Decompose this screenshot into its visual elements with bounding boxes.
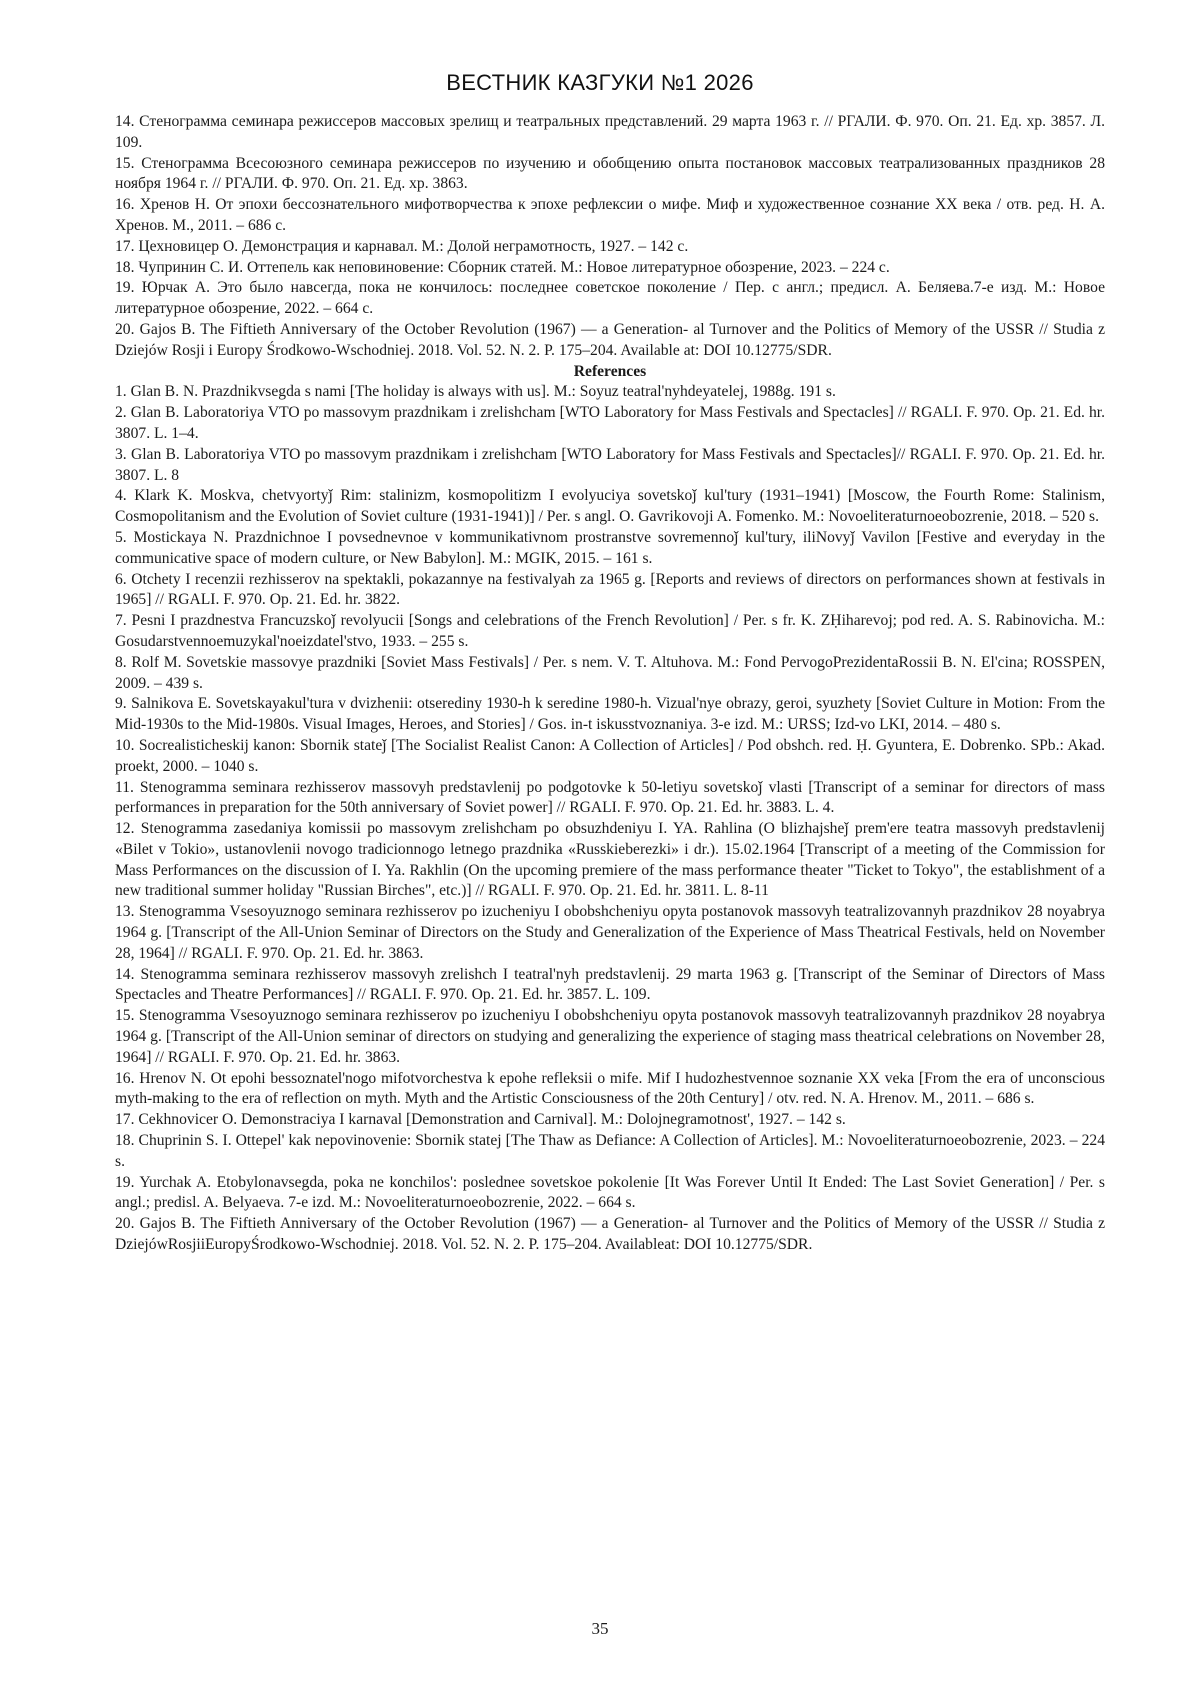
reference-item: 4. Klark K. Moskva, chetvyortyǰ Rim: stalinizm, kosmopolitizm I evolyuciya sovetskoǰ kul'tury (1931–1941) [Moscow, the Fourth Rome: Stalinism, Cosmopolitanism and the Evolution of Soviet culture (1931-1941)] / Per. s angl. O. Gavrikovoji A. Fomenko. M.: Novoeliteraturnoeobozrenie, 2018. – 520 s.	[115, 487, 1105, 526]
reference-item: 8. Rolf M. Sovetskie massovye prazdniki [Soviet Mass Festivals] / Per. s nem. V. T. Altuhova. M.: Fond PervogoPrezidentaRossii B. N. El'cina; ROSSPEN, 2009. – 439 s.	[115, 653, 1105, 692]
reference-item: 13. Stenogramma Vsesoyuznogo seminara rezhisserov po izucheniyu I obobshcheniyu opyta postanovok massovyh teatralizovannyh prazdnikov 28 noyabrya 1964 g. [Transcript of the All-Union Seminar of Directors on the Study and Generalization of the Experience of Mass Theatrical Festivals, held on November 28, 1964] // RGALI. F. 970. Op. 21. Ed. hr. 3863.	[115, 903, 1105, 962]
literature-item: 18. Чупринин С. И. Оттепель как неповиновение: Сборник статей. М.: Новое литературное обозрение, 2023. – 224 с.	[115, 258, 890, 276]
literature-item: 17. Цехновицер О. Демонстрация и карнавал. М.: Долой неграмотность, 1927. – 142 с.	[115, 237, 689, 255]
reference-item: 9. Salnikova E. Sovetskayakul'tura v dvizhenii: otserediny 1930-h k seredine 1980-h. Vizual'nye obrazy, geroi, syuzhety [Soviet Culture in Motion: From the Mid-1930s to the Mid-1980s. Visual Images, Heroes, and Stories] / Gos. in-t iskusstvoznaniya. 3-e izd. M.: URSS; Izd-vo LKI, 2014. – 480 s.	[115, 695, 1105, 734]
reference-item: 1. Glan B. N. Prazdnikvsegda s nami [The holiday is always with us]. M.: Soyuz teatral'nyhdeyatelej, 1988g. 191 s.	[115, 383, 836, 401]
reference-item: 20. Gajos B. The Fiftieth Anniversary of the October Revolution (1967) — a Generation- al Turnover and the Politics of Memory of the USSR // Studia z DziejówRosjiiEuropyŚrodkowo-Wschodniej. 2018. Vol. 52. N. 2. P. 175–204. Availableat: DOI 10.12775/SDR.	[115, 1215, 1105, 1254]
page-content	[115, 112, 1105, 1256]
reference-item: 19. Yurchak A. Etobylonavsegda, poka ne konchilos': poslednee sovetskoe pokolenie [It Was Forever Until It Ended: The Last Soviet Generation] / Per. s angl.; predisl. A. Belyaeva. 7-e izd. M.: Novoeliteraturnoeobozrenie, 2022. – 664 s.	[115, 1173, 1105, 1212]
reference-item: 6. Otchety I recenzii rezhisserov na spektakli, pokazannye na festivalyah za 1965 g. [Reports and reviews of directors on performances shown at festivals in 1965] // RGALI. F. 970. Op. 21. Ed. hr. 3822.	[115, 570, 1105, 609]
literature-item: 19. Юрчак А. Это было навсегда, пока не кончилось: последнее советское поколение / Пер. с англ.; предисл. А. Беляева.7-е изд. М.: Новое литературное обозрение, 2022. – 664 с.	[115, 279, 1105, 318]
reference-item: 18. Chuprinin S. I. Ottepel' kak nepovinovenie: Sbornik statej [The Thaw as Defiance: A Collection of Articles]. M.: Novoeliteraturnoeobozrenie, 2023. – 224 s.	[115, 1132, 1105, 1170]
reference-item: 12. Stenogramma zasedaniya komissii po massovym zrelishcham po obsuzhdeniyu I. YA. Rahlina (O blizhajsheǰ prem'ere teatra massovyh predstavlenij «Bilet v Tokio», ustanovlenii novogo tradicionnogo letnego prazdnika «Russkieberezki» i dr.). 15.02.1964 [Transcript of a meeting of the Commission for Mass Performances on the discussion of I. Ya. Rakhlin (On the upcoming premiere of the mass performance theater "Ticket to Tokyo", the establishment of a new traditional summer holiday "Russian Birches", etc.)] // RGALI. F. 970. Op. 21. Ed. hr. 3811. L. 8-11	[115, 820, 1105, 900]
literature-list	[115, 112, 1105, 362]
reference-item: 10. Socrealisticheskij kanon: Sbornik stateǰ [The Socialist Realist Canon: A Collection of Articles] / Pod obshch. red. Ḥ. Gyuntera, E. Dobrenko. SPb.: Akad. proekt, 2000. – 1040 s.	[115, 736, 1105, 775]
literature-item: 16. Хренов Н. От эпохи бессознательного мифотворчества к эпохе рефлексии о мифе. Миф и художественное сознание XX века / отв. ред. Н. А. Хренов. М., 2011. – 686 с.	[115, 196, 1105, 234]
literature-item: 14. Стенограмма семинара режиссеров массовых зрелищ и театральных представлений. 29 марта 1963 г. // РГАЛИ. Ф. 970. Оп. 21. Ед. хр. 3857. Л. 109.	[115, 113, 1105, 151]
literature-item: 20. Gajos B. The Fiftieth Anniversary of the October Revolution (1967) — a Generation- al Turnover and the Politics of Memory of the USSR // Studia z Dziejów Rosji i Europy Środkowo-Wschodniej. 2018. Vol. 52. N. 2. P. 175–204. Available at: DOI 10.12775/SDR.	[115, 320, 1105, 359]
reference-item: 3. Glan B. Laboratoriya VTO po massovym prazdnikam i zrelishcham [WTO Laboratory for Mass Festivals and Spectacles]// RGALI. F. 970. Op. 21. Ed. hr. 3807. L. 8	[115, 445, 1105, 484]
references-list	[115, 382, 1105, 1255]
literature-item: 15. Стенограмма Всесоюзного семинара режиссеров по изучению и обобщению опыта постановок массовых театрализованных праздников 28 ноября 1964 г. // РГАЛИ. Ф. 970. Оп. 21. Ед. хр. 3863.	[115, 154, 1105, 193]
reference-item: 7. Pesni I prazdnestva Francuzskoǰ revolyucii [Songs and celebrations of the French Revolution] / Per. s fr. K. ZḤiharevoj; pod red. A. S. Rabinovicha. M.: Gosudarstvennoemuzykal'noeizdatel'stvo, 1933. – 255 s.	[115, 612, 1105, 650]
reference-item: 2. Glan B. Laboratoriya VTO po massovym prazdnikam i zrelishcham [WTO Laboratory for Mass Festivals and Spectacles] // RGALI. F. 970. Op. 21. Ed. hr. 3807. L. 1–4.	[115, 404, 1105, 442]
reference-item: 15. Stenogramma Vsesoyuznogo seminara rezhisserov po izucheniyu I obobshcheniyu opyta postanovok massovyh teatralizovannyh prazdnikov 28 noyabrya 1964 g. [Transcript of the All-Union seminar of directors on studying and generalizing the experience of staging mass theatrical celebrations on November 28, 1964] // RGALI. F. 970. Op. 21. Ed. hr. 3863.	[115, 1007, 1105, 1066]
journal-title: ВЕСТНИК КАЗГУКИ №1 2026	[446, 70, 754, 95]
reference-item: 16. Hrenov N. Ot epohi bessoznatel'nogo mifotvorchestva k epohe refleksii o mife. Mif I hudozhestvennoe soznanie XX veka [From the era of unconscious myth-making to the era of reflection on myth. Myth and the Artistic Consciousness of the 20th Century] / otv. red. N. A. Hrenov. M., 2011. – 686 s.	[115, 1069, 1105, 1108]
page-number: 35	[591, 1619, 609, 1638]
reference-item: 5. Mostickaya N. Prazdnichnoe I povsednevnoe v kommunikativnom prostranstve sovremennoǰ kul'tury, iliNovyǰ Vavilon [Festive and everyday in the communicative space of modern culture, or New Babylon]. M.: MGIK, 2015. – 161 s.	[115, 528, 1105, 567]
reference-item: 17. Cekhnovicer O. Demonstraciya I karnaval [Demonstration and Carnival]. M.: Dolojnegramotnost', 1927. – 142 s.	[115, 1111, 846, 1129]
reference-item: 11. Stenogramma seminara rezhisserov massovyh predstavlenij po podgotovke k 50-letiyu sovetskoǰ vlasti [Transcript of a seminar for directors of mass performances in preparation for the 50th anniversary of Soviet power] // RGALI. F. 970. Op. 21. Ed. hr. 3883. L. 4.	[115, 778, 1105, 817]
reference-item: 14. Stenogramma seminara rezhisserov massovyh zrelishch I teatral'nyh predstavlenij. 29 marta 1963 g. [Transcript of the Seminar of Directors of Mass Spectacles and Theatre Performances] // RGALI. F. 970. Op. 21. Ed. hr. 3857. L. 109.	[115, 965, 1105, 1004]
references-heading: References	[573, 362, 647, 380]
